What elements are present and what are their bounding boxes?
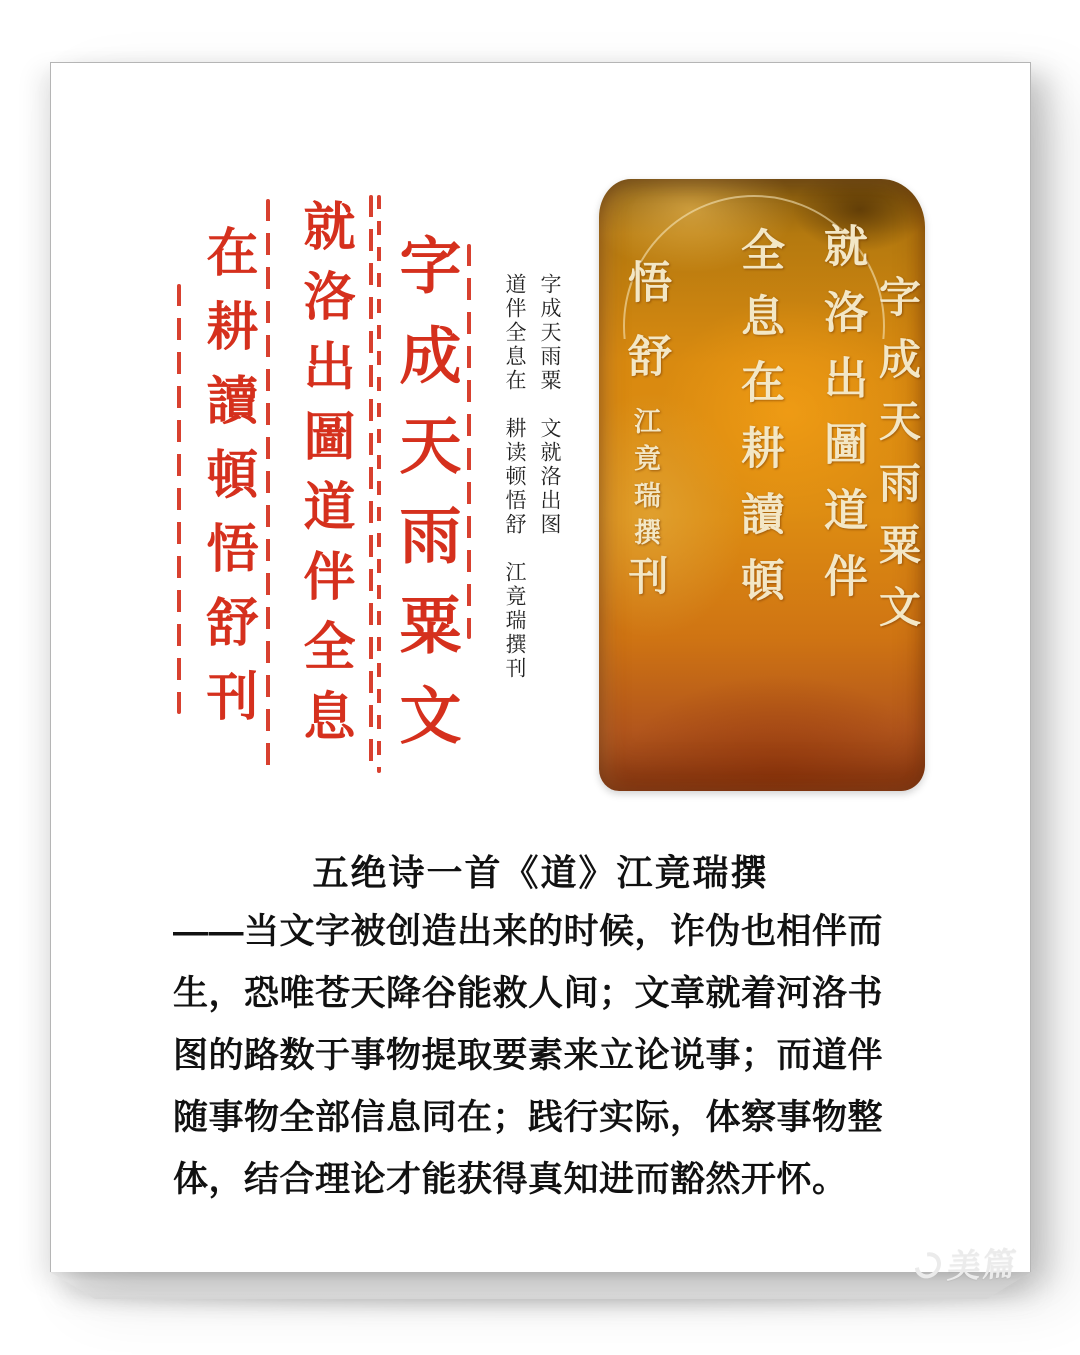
stone-inscription-column-4-bottom: 刊 <box>623 555 668 595</box>
poem-line: 体，结合理论才能获得真知进而豁然开怀。 <box>173 1160 848 1199</box>
stone-inscription-column-3: 全息在耕讀頓 <box>734 227 783 623</box>
seal-border-line <box>377 195 381 773</box>
poem-title: 五绝诗一首《道》江竟瑞撰 <box>312 852 769 893</box>
caption-column-right: 字成天雨粟 文就洛出图 <box>538 273 561 537</box>
caption-column-left: 道伴全息在 耕读顿悟舒 江竟瑞撰刊 <box>503 273 526 681</box>
poem-line: 随事物全部信息同在；践行实际，体察事物整 <box>173 1098 884 1137</box>
stone-inscription-column-2: 就洛出圖道伴 <box>817 223 866 619</box>
stone-seal-photo <box>599 179 925 791</box>
page-bottom-edge <box>50 1272 1031 1299</box>
seal-caption-vertical-text <box>481 273 567 753</box>
seal-column-left: 在耕讀頓悟舒刊 <box>198 225 255 743</box>
meipian-watermark-label: 美篇 <box>945 1245 1020 1285</box>
poem-line: ——当文字被创造出来的时候，诈伪也相伴而 <box>173 912 884 951</box>
seal-border-line <box>467 244 471 639</box>
seal-column-right: 字成天雨粟文 <box>390 233 458 773</box>
article-page <box>50 62 1031 1272</box>
red-seal-impression <box>166 189 479 781</box>
poem-paragraph <box>173 901 913 1211</box>
seal-column-middle: 就洛出圖道伴全息 <box>295 199 352 759</box>
stone-inscription-column-4 <box>621 259 670 595</box>
seal-border-line <box>177 284 181 714</box>
meipian-watermark <box>913 1238 1021 1289</box>
poem-line: 图的路数于事物提取要素来立论说事；而道伴 <box>173 1036 884 1075</box>
stone-inscription-column-4-top: 悟舒 <box>621 259 670 407</box>
seal-border-line <box>369 195 373 773</box>
stone-carver-signature: 江竟瑞撰 <box>630 407 660 555</box>
stone-inscription-column-1: 字成天雨粟文 <box>873 275 919 647</box>
seal-border-line <box>266 199 270 769</box>
poem-line: 生，恐唯苍天降谷能救人间；文章就着河洛书 <box>173 974 884 1013</box>
